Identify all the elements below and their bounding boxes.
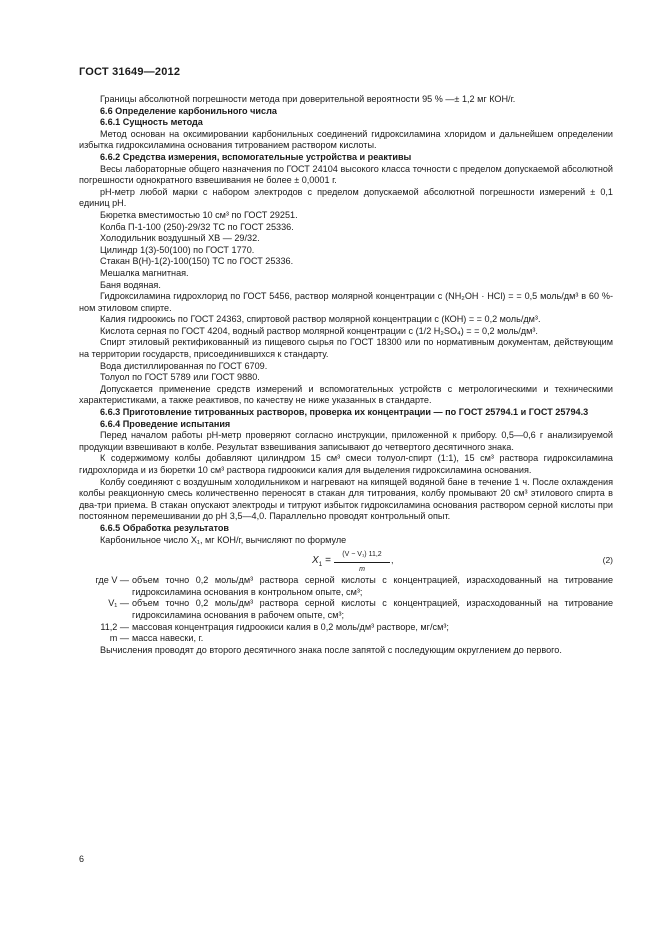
formula-comma: , [391,555,394,566]
definition-text: массовая концентрация гидроокиси калия в 0,2 моль/дм³ растворе, мг/см³; [132,621,449,632]
definition-term: m — [109,633,129,644]
paragraph: Цилиндр 1(3)-50(100) по ГОСТ 1770. [100,244,255,255]
formula-number: (2) [602,555,613,566]
definitions-list [79,575,613,645]
section-heading: 6.6.5 Обработка результатов [100,522,229,533]
section-heading: 6.6.2 Средства измерения, вспомогательные устройства и реактивы [100,151,412,162]
paragraph: Весы лабораторные общего назначения по ГОСТ 24104 высокого класса точности с пределом допускаемой абсолютной погрешности однократного взвешивания не более ± 0,0001 г. [79,163,613,186]
paragraph-list [79,94,613,546]
section-heading: 6.6.3 Приготовление титрованных растворов, проверка их концентрации — по ГОСТ 25794.1 и ГОСТ 25794.3 [100,407,589,418]
paragraph: рН-метр любой марки с набором электродов с пределом допускаемой абсолютной погрешности измерений ± 0,1 единиц рН. [79,186,613,209]
paragraph: Допускается применение средств измерений и вспомогательных устройств с метрологическими и техническими характеристиками, а также реактивов, по качеству не ниже указанных в стандарте. [79,383,613,406]
definition-text: объем точно 0,2 моль/дм³ раствора серной кислоты с концентрацией, израсходованный на титрование гидроксиламина основания в контрольном опыте, см³; [132,575,613,597]
paragraph: Гидроксиламина гидрохлорид по ГОСТ 5456, раствор молярной концентрации c (NH₂OH · HCl) = = 0,5 моль/дм³ в 60 %-ном этиловом спирте. [79,291,613,313]
definition-text: масса навески, г. [132,633,204,644]
paragraph: Холодильник воздушный ХВ — 29/32. [100,233,260,244]
body-text [79,94,613,656]
paragraph: Метод основан на оксимировании карбонильных соединений гидроксиламина хлоридом и дальнейшем определении избытка гидроксиламина основания титрованием раствором кислоты. [79,128,613,151]
definition-term: V₁ — [108,598,129,609]
section-heading: 6.6 Определение карбонильного числа [100,105,277,116]
formula-2 [79,549,613,573]
definition-term: 11,2 — [100,621,129,632]
formula-fraction [334,549,390,575]
paragraph: Стакан В(Н)-1(2)-100(150) ТС по ГОСТ 25336. [100,256,294,267]
formula-denominator: m [359,565,365,573]
paragraph: Колба П-1-100 (250)-29/32 ТС по ГОСТ 25336. [100,221,294,232]
formula-numerator: (V − V₁) 11,2 [334,549,390,563]
running-header: ГОСТ 31649—2012 [79,66,181,78]
definition-term: где V — [95,575,129,586]
paragraph: Кислота серная по ГОСТ 4204, водный раствор молярной концентрации c (1/2 H₂SO₄) = = 0,2 моль/дм³. [100,325,538,336]
paragraph: К содержимому колбы добавляют цилиндром 15 см³ смеси толуол-спирт (1:1), 15 см³ раствора гидроксиламина гидрохлорида и из бюретки 10 см³ раствора гидроокиси калия для выделения гидроксиламина основания. [79,453,613,475]
paragraph: Калия гидроокись по ГОСТ 24363, спиртовой раствор молярной концентрации c (КОН) = = 0,2 моль/дм³. [100,314,541,325]
definition-row [79,622,613,634]
definition-row [79,598,613,621]
paragraph: Колбу соединяют с воздушным холодильником и нагревают на кипящей водяной бане в течение 1 ч. После охлаждения колбы реакционную смесь количественно переносят в стакан для титрования, колбу промывают 20 см³ этилового спирта в два-три приема. В стакан опускают электроды и титруют избыток гидроксиламина основания раствором серной кислоты при постоянном перемешивании до рН 3,5—4,0. Параллельно проводят контрольный опыт. [79,476,613,522]
paragraph: Бюретка вместимостью 10 см³ по ГОСТ 29251. [100,209,298,220]
page-number: 6 [79,854,85,864]
formula-lhs: $X_1$ = [312,555,331,569]
closing-paragraph: Вычисления проводят до второго десятичного знака после запятой с последующим округлением до первого. [100,644,562,655]
definition-row [79,575,613,598]
section-heading: 6.6.1 Сущность метода [100,117,203,128]
paragraph: Границы абсолютной погрешности метода при доверительной вероятности 95 % —± 1,2 мг КОН/г. [100,94,516,104]
paragraph: Спирт этиловый ректификованный из пищевого сырья по ГОСТ 18300 или по нормативным документам, действующим на территории государств, присоединившихся к стандарту. [79,337,613,360]
paragraph: Карбонильное число X₁, мг КОН/г, вычисляют по формуле [100,534,347,545]
paragraph: Мешалка магнитная. [100,267,189,278]
definition-text: объем точно 0,2 моль/дм³ раствора серной кислоты с концентрацией, израсходованный на титрование гидроксиламина основания в рабочем опыте, см³; [132,598,613,620]
paragraph: Толуол по ГОСТ 5789 или ГОСТ 9880. [100,372,260,383]
paragraph: Вода дистиллированная по ГОСТ 6709. [100,360,268,371]
paragraph: Баня водяная. [100,279,161,290]
definition-row [79,633,613,645]
paragraph: Перед началом работы рН-метр проверяют согласно инструкции, приложенной к прибору. 0,5—0,6 г анализируемой продукции взвешивают в колбе. Результат взвешивания записывают до четвертого десятичного знака. [79,430,613,452]
section-heading: 6.6.4 Проведение испытания [100,418,231,429]
